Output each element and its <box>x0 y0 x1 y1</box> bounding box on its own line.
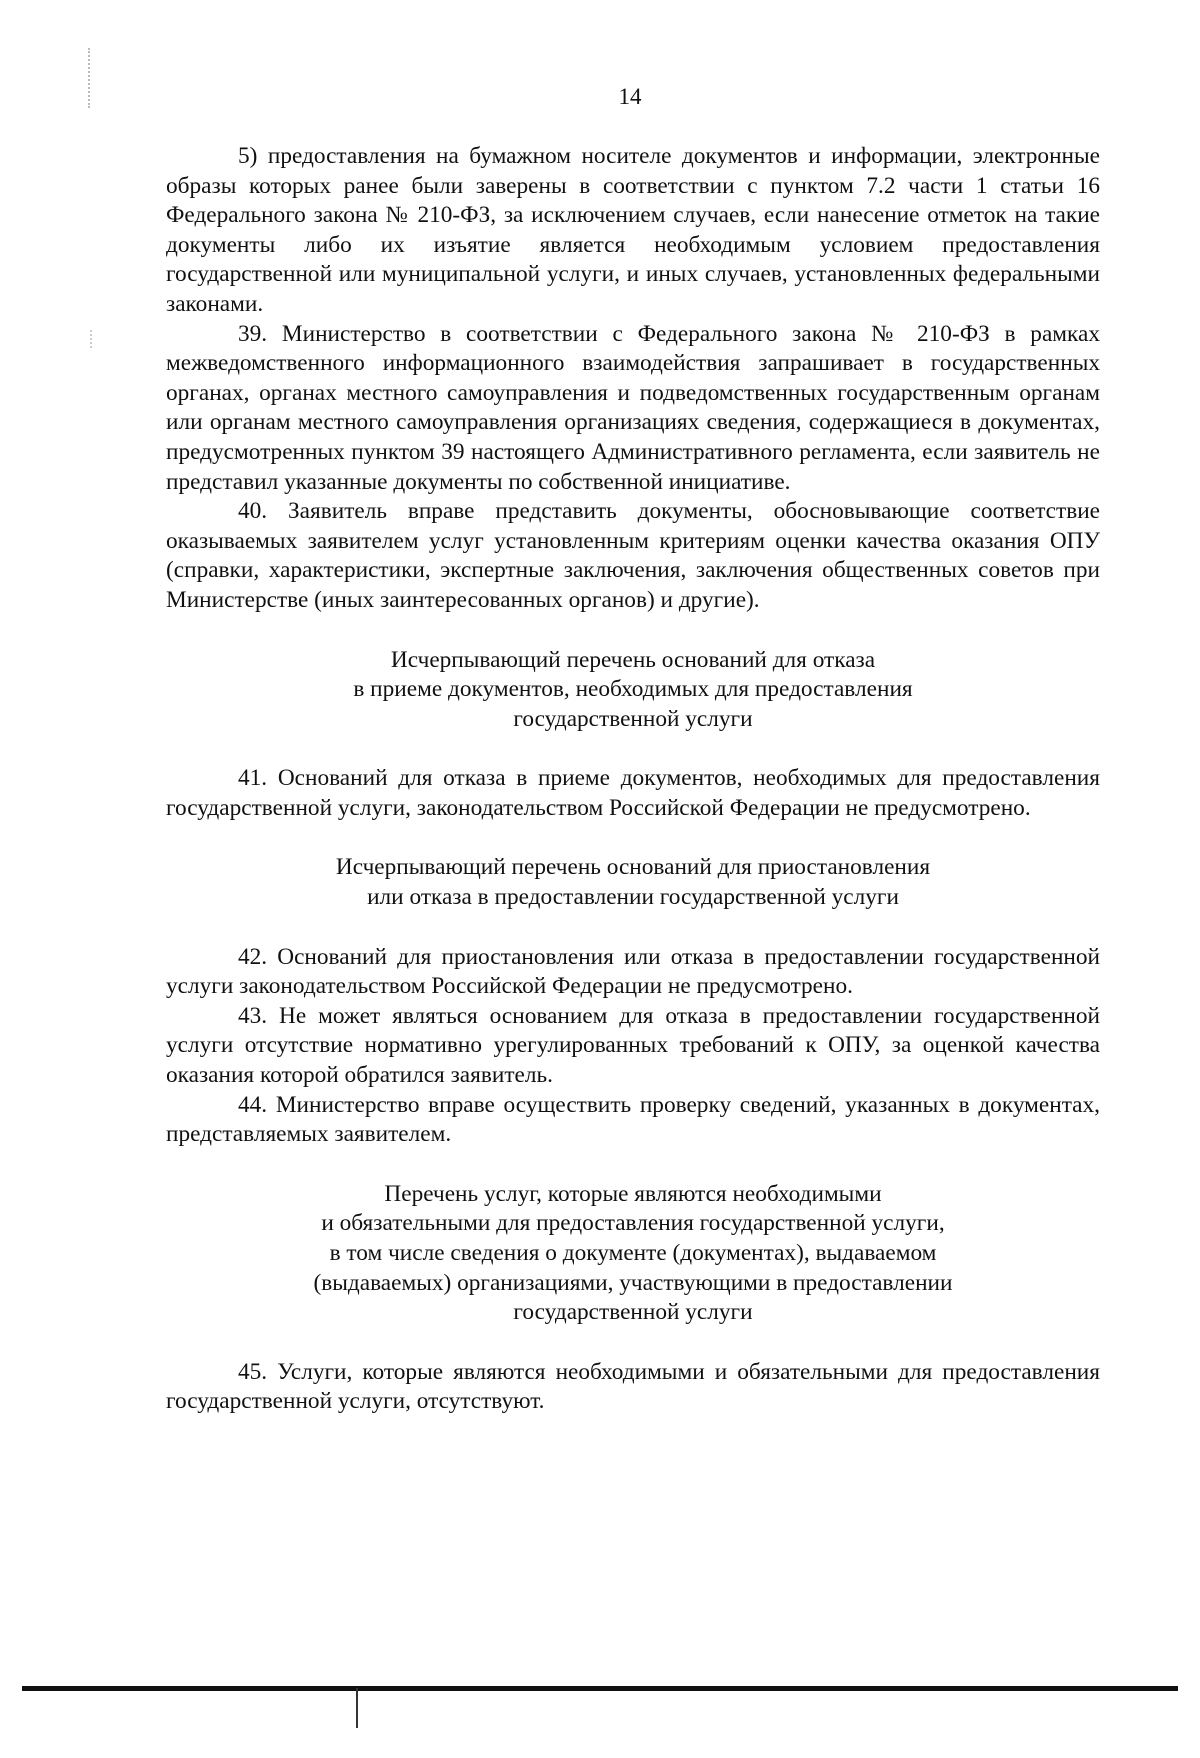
paragraph-44: 44. Министерство вправе осуществить проверку сведений, указанных в документах, представляемых заявителем. <box>166 1091 1100 1148</box>
section-heading-suspension-refusal <box>166 853 1100 912</box>
paragraph-42: 42. Оснований для приостановления или отказа в предоставлении государственной услуги законодательством Российской Федерации не предусмотрено. <box>166 943 1100 1000</box>
paragraph-item-5: 5) предоставления на бумажном носителе документов и информации, электронные образы которых ранее были заверены в соответствии с пунктом 7.2 части 1 статьи 16 Федерального закона № 210-ФЗ, за исключением случаев, если нанесение отметок на такие документы либо их изъятие является необходимым условием предоставления государственной или муниципальной услуги, и иных случаев, установленных федеральными законами. <box>166 143 1100 317</box>
section-heading-required-services <box>166 1180 1100 1328</box>
paragraph-39: 39. Министерство в соответствии с Федерального закона № 210-ФЗ в рамках межведомственного информационного взаимодействия запрашивает в государственных органах, органах местного самоуправления и подведомственных государственным органам или органам местного самоуправления организациях сведения, содержащиеся в документах, предусмотренных пунктом 39 настоящего Административного регламента, если заявитель не представил указанные документы по собственной инициативе. <box>166 320 1100 495</box>
page-number: 14 <box>618 84 642 109</box>
paragraph-41: 41. Оснований для отказа в приеме документов, необходимых для предоставления государственной услуги, законодательством Российской Федерации не предусмотрено. <box>166 765 1100 821</box>
paragraph-40: 40. Заявитель вправе представить документы, обосновывающие соответствие оказываемых заявителем услуг установленным критериям оценки качества оказания ОПУ (справки, характеристики, экспертные заключения, заключения общественных советов при Министерстве (иных заинтересованных органов) и другие). <box>166 498 1100 613</box>
bottom-rule <box>22 1686 1178 1691</box>
paragraph-43: 43. Не может являться основанием для отказа в предоставлении государственной услуги отсутствие нормативно урегулированных требований к ОПУ, за оценкой качества оказания которой обратился заявитель. <box>166 1002 1100 1089</box>
heading-line: Перечень услуг, которые являются необходимыми <box>384 1180 882 1207</box>
heading-line: государственной услуги <box>513 705 753 732</box>
heading-line: в том числе сведения о документе (документах), выдаваемом <box>329 1240 937 1266</box>
paragraph-45: 45. Услуги, которые являются необходимыми и обязательными для предоставления государственной услуги, отсутствуют. <box>166 1358 1100 1415</box>
document-body <box>166 142 1100 1417</box>
heading-line: или отказа в предоставлении государственной услуги <box>367 884 899 911</box>
scan-margin-marks <box>90 330 96 348</box>
heading-line: и обязательными для предоставления государственной услуги, <box>321 1210 945 1237</box>
heading-line: Исчерпывающий перечень оснований для приостановления <box>335 854 931 881</box>
heading-line: государственной услуги <box>513 1299 753 1326</box>
rule-tick-mark <box>356 1688 358 1728</box>
section-heading-refusal-acceptance <box>166 646 1100 735</box>
heading-line: (выдаваемых) организациями, участвующими в предоставлении <box>313 1269 953 1296</box>
heading-line: Исчерпывающий перечень оснований для отказа <box>390 646 876 673</box>
heading-line: в приеме документов, необходимых для предоставления <box>353 676 913 703</box>
